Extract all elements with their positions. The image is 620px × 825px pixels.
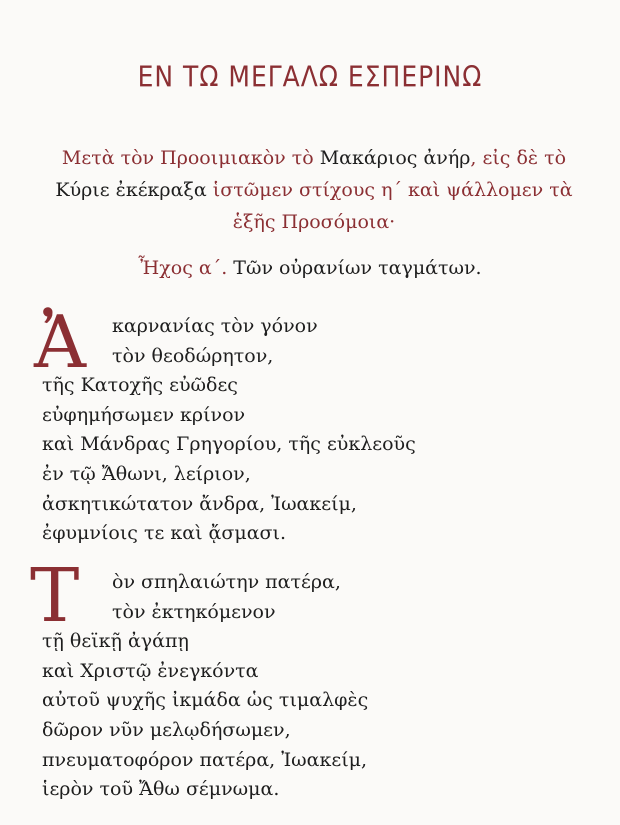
hymn-line: ἀσκητικώτατον ἄνδρα, Ἰωακείμ, [42, 492, 357, 515]
rubric-text-2: , εἰς δὲ τὸ [470, 147, 567, 169]
rubric-text-4: ἑξῆς Προσόμοια· [232, 211, 396, 233]
drop-cap-initial: Ἀ [34, 300, 86, 384]
hymn-line: εὐφημήσωμεν κρίνον [42, 403, 246, 426]
tone-mode: Ἦχος α΄. [138, 257, 228, 279]
hymn-line: πνευματοφόρον πατέρα, Ἰωακείμ, [42, 748, 368, 771]
tone-indication [0, 257, 620, 279]
rubric-instructions [36, 142, 592, 238]
hymn-stanza-1 [34, 300, 602, 549]
rubric-psalm-title-2: Κύριε ἐκέκραξα [55, 179, 207, 201]
hymn-line: καὶ Μάνδρας Γρηγορίου, τῆς εὐκλεοῦς [42, 433, 416, 456]
hymn-line: ἐφυμνίοις τε καὶ ᾄσμασι. [42, 522, 286, 545]
hymn-line: αὐτοῦ ψυχῆς ἰκμάδα ὡς τιμαλφὲς [42, 689, 369, 712]
page-title: ΕΝ ΤΩ ΜΕΓΑΛΩ ΕΣΠΕΡΙΝΩ [137, 59, 483, 94]
hymn-line: τὸν ἐκτηκόμενον [112, 600, 276, 623]
rubric-text-3: ἱστῶμεν στίχους η΄ καὶ ψάλλομεν τὰ [206, 179, 573, 201]
hymn-line: τῆς Κατοχῆς εὐῶδες [42, 374, 238, 397]
hymn-line: ἱερὸν τοῦ Ἄθω σέμνωμα. [42, 778, 280, 801]
hymn-line: καὶ Χριστῷ ἐνεγκόντα [42, 659, 259, 682]
rubric-text-1: Μετὰ τὸν Προοιμιακὸν τὸ [61, 147, 320, 169]
hymn-line: ὸν σπηλαιώτην πατέρα, [112, 571, 341, 593]
drop-cap-initial: Τ [30, 553, 80, 639]
hymn-line: καρνανίας τὸν γόνον [112, 315, 318, 337]
hymn-line: ἐν τῷ Ἄθωνι, λείριον, [42, 462, 251, 485]
hymn-line: τῇ θεϊκῇ ἀγάπῃ [42, 630, 189, 653]
rubric-psalm-title: Μακάριος ἀνήρ [319, 147, 471, 169]
tone-melody: Τῶν οὐρανίων ταγμάτων. [227, 257, 482, 279]
hymn-line: δῶρον νῦν μελῳδήσωμεν, [42, 718, 291, 741]
hymn-stanza-2 [30, 553, 602, 805]
hymn-line: τὸν θεοδώρητον, [112, 344, 274, 367]
